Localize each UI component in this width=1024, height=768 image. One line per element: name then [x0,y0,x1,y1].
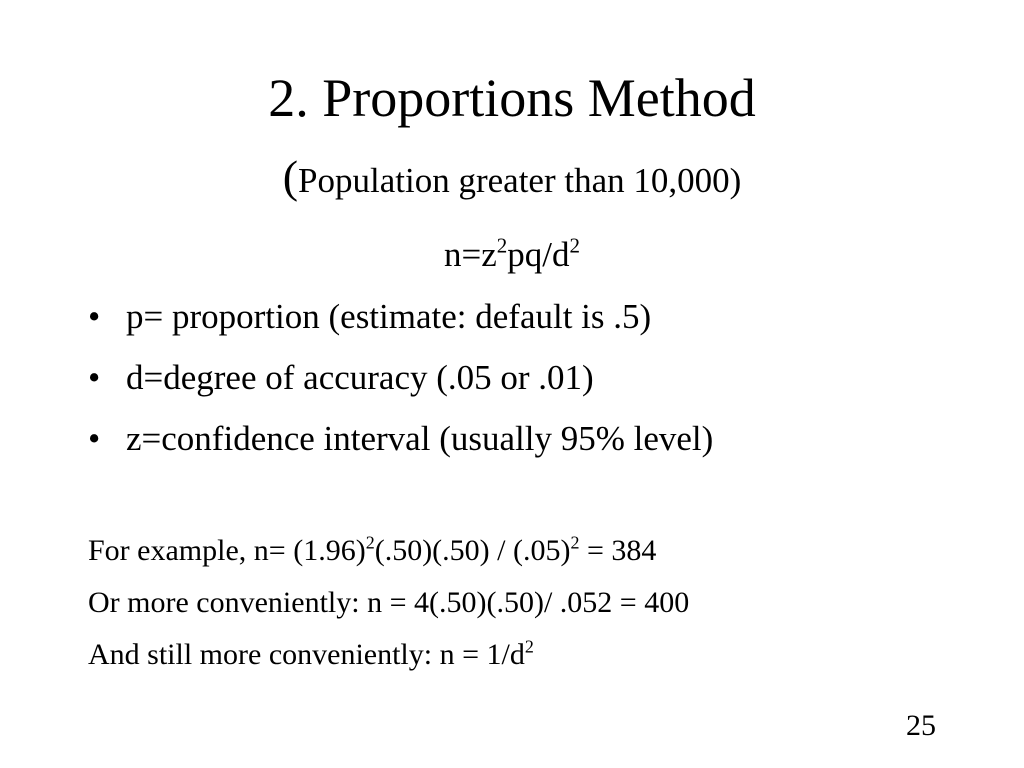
bullet-text-z: z=confidence interval (usually 95% level) [126,419,714,458]
formula-part-1: n=z [443,235,497,274]
example-1-sup-2: 2 [570,532,580,553]
bullet-icon: • [88,419,101,458]
example-1-part-c: = 384 [579,534,657,567]
example-1-part-a: For example, n= (1.96) [88,534,366,567]
subtitle-close-paren: ) [729,161,742,200]
example-line-3 [88,629,689,681]
sample-size-formula [0,230,1024,280]
examples-block [88,525,689,681]
definition-list [86,286,713,469]
list-item [86,286,713,347]
slide-title: 2. Proportions Method [268,68,756,128]
formula-sup-2: 2 [569,233,580,258]
example-line-2: Or more conveniently: n = 4(.50)(.50)/ .052 = 400 [88,586,690,619]
page-number: 25 [906,709,936,742]
bullet-text-p: p= proportion (estimate: default is .5) [126,297,652,336]
bullet-icon: • [88,358,101,397]
formula-sup-1: 2 [496,233,508,258]
example-1-part-b: (.50)(.50) / (.05) [374,534,571,567]
slide-subtitle [0,150,1024,208]
example-line-1 [88,525,689,577]
formula-part-2: pq/d [507,235,570,274]
subtitle-text: Population greater than 10,000 [298,161,730,200]
subtitle-open-paren: ( [282,151,299,202]
list-item [86,408,713,469]
example-3-sup: 2 [524,636,534,657]
bullet-icon: • [88,297,101,336]
example-3-part-a: And still more conveniently: n = 1/d [88,638,525,671]
bullet-text-d: d=degree of accuracy (.05 or .01) [126,358,594,397]
list-item [86,347,713,408]
example-1-sup-1: 2 [365,532,375,553]
